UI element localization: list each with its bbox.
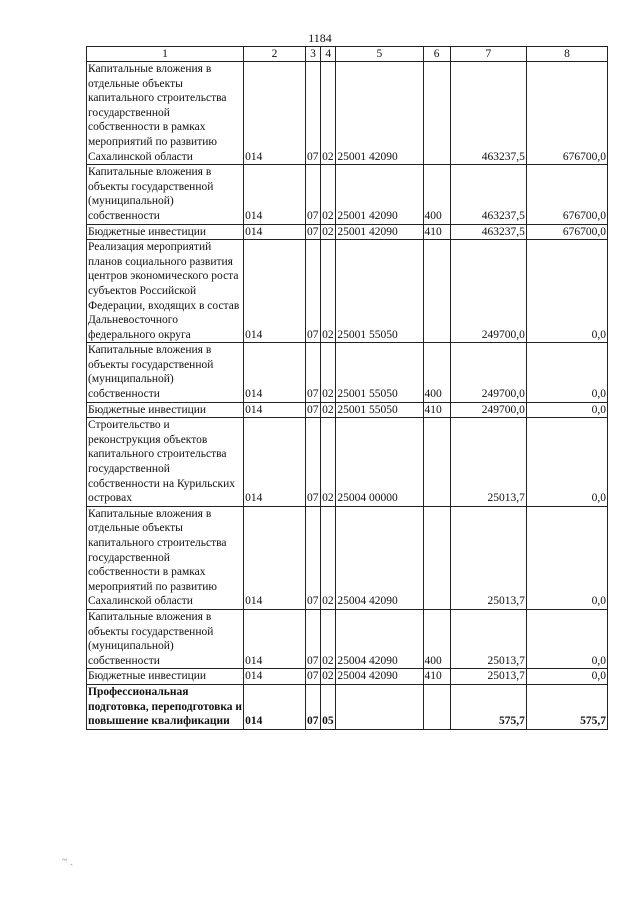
header-col-4: 4 — [321, 47, 336, 62]
row-name-cell: Бюджетные инвестиции — [87, 402, 244, 418]
row-subsection-cell: 02 — [321, 418, 336, 507]
row-value-col7-cell: 575,7 — [450, 684, 526, 729]
row-section-cell: 07 — [305, 609, 320, 668]
row-value-col7-cell: 249700,0 — [450, 402, 526, 418]
row-code-cell: 014 — [244, 506, 306, 609]
page-number: 1184 — [308, 31, 332, 45]
header-col-3: 3 — [305, 47, 320, 62]
row-target-cell: 25001 55050 — [336, 343, 423, 402]
row-name-cell: Бюджетные инвестиции — [87, 669, 244, 685]
table-row — [87, 62, 608, 165]
row-subsection-cell: 02 — [321, 669, 336, 685]
row-name-cell: Капитальные вложения в объекты государственной (муниципальной) собственности — [87, 343, 244, 402]
row-type-cell — [423, 684, 450, 729]
row-value-col8-cell: 0,0 — [526, 402, 607, 418]
row-subsection-cell: 02 — [321, 240, 336, 343]
row-value-col8-cell: 676700,0 — [526, 165, 607, 224]
header-col-8: 8 — [526, 47, 607, 62]
row-code-cell: 014 — [244, 684, 306, 729]
table-body — [87, 62, 608, 730]
row-target-cell: 25004 00000 — [336, 418, 423, 507]
row-section-cell: 07 — [305, 684, 320, 729]
row-name-cell: Бюджетные инвестиции — [87, 224, 244, 240]
table-row — [87, 684, 608, 729]
row-type-cell — [423, 62, 450, 165]
row-value-col7-cell: 25013,7 — [450, 669, 526, 685]
row-section-cell: 07 — [305, 224, 320, 240]
table-row — [87, 506, 608, 609]
row-target-cell: 25001 55050 — [336, 402, 423, 418]
row-section-cell: 07 — [305, 343, 320, 402]
header-col-6: 6 — [423, 47, 450, 62]
row-code-cell: 014 — [244, 224, 306, 240]
table-row — [87, 609, 608, 668]
row-target-cell: 25004 42090 — [336, 609, 423, 668]
row-name-cell: Капитальные вложения в отдельные объекты капитального строительства государственной собственности в рамках мероприятий по развитию Сахалинской области — [87, 506, 244, 609]
row-type-cell: 410 — [423, 224, 450, 240]
row-subsection-cell: 02 — [321, 165, 336, 224]
row-name-cell: Строительство и реконструкция объектов капитального строительства государственной собственности на Курильских островах — [87, 418, 244, 507]
table-row — [87, 165, 608, 224]
row-section-cell: 07 — [305, 418, 320, 507]
row-code-cell: 014 — [244, 165, 306, 224]
row-name-cell: Капитальные вложения в объекты государственной (муниципальной) собственности — [87, 609, 244, 668]
row-value-col8-cell: 676700,0 — [526, 224, 607, 240]
row-subsection-cell: 02 — [321, 224, 336, 240]
row-section-cell: 07 — [305, 506, 320, 609]
row-value-col7-cell: 463237,5 — [450, 62, 526, 165]
row-section-cell: 07 — [305, 669, 320, 685]
row-value-col8-cell: 0,0 — [526, 418, 607, 507]
row-type-cell — [423, 418, 450, 507]
row-code-cell: 014 — [244, 343, 306, 402]
row-target-cell: 25001 55050 — [336, 240, 423, 343]
row-code-cell: 014 — [244, 669, 306, 685]
row-section-cell: 07 — [305, 62, 320, 165]
row-type-cell — [423, 240, 450, 343]
row-value-col8-cell: 575,7 — [526, 684, 607, 729]
row-target-cell: 25001 42090 — [336, 165, 423, 224]
table-row — [87, 343, 608, 402]
row-value-col8-cell: 676700,0 — [526, 62, 607, 165]
table-header — [87, 47, 608, 62]
row-target-cell — [336, 684, 423, 729]
row-section-cell: 07 — [305, 165, 320, 224]
table-row — [87, 669, 608, 685]
row-subsection-cell: 02 — [321, 402, 336, 418]
table-row — [87, 240, 608, 343]
row-value-col7-cell: 463237,5 — [450, 224, 526, 240]
row-code-cell: 014 — [244, 418, 306, 507]
row-type-cell: 410 — [423, 402, 450, 418]
header-row — [87, 47, 608, 62]
budget-table — [86, 46, 608, 730]
table-row — [87, 418, 608, 507]
row-subsection-cell: 05 — [321, 684, 336, 729]
row-subsection-cell: 02 — [321, 609, 336, 668]
row-name-cell: Капитальные вложения в объекты государственной (муниципальной) собственности — [87, 165, 244, 224]
row-value-col7-cell: 25013,7 — [450, 609, 526, 668]
row-code-cell: 014 — [244, 240, 306, 343]
row-name-cell: Профессиональная подготовка, переподготовка и повышение квалификации — [87, 684, 244, 729]
row-name-cell: Реализация мероприятий планов социального развития центров экономического роста субъектов Российской Федерации, входящих в состав Дальневосточного федерального округа — [87, 240, 244, 343]
table-row — [87, 224, 608, 240]
header-col-2: 2 — [244, 47, 306, 62]
row-value-col8-cell: 0,0 — [526, 669, 607, 685]
row-value-col7-cell: 249700,0 — [450, 343, 526, 402]
row-subsection-cell: 02 — [321, 343, 336, 402]
row-section-cell: 07 — [305, 402, 320, 418]
row-name-cell: Капитальные вложения в отдельные объекты капитального строительства государственной собственности в рамках мероприятий по развитию Сахалинской области — [87, 62, 244, 165]
row-value-col7-cell: 249700,0 — [450, 240, 526, 343]
row-type-cell: 410 — [423, 669, 450, 685]
row-type-cell — [423, 506, 450, 609]
row-value-col7-cell: 25013,7 — [450, 506, 526, 609]
row-subsection-cell: 02 — [321, 506, 336, 609]
row-target-cell: 25004 42090 — [336, 506, 423, 609]
row-code-cell: 014 — [244, 609, 306, 668]
header-col-1: 1 — [87, 47, 244, 62]
row-value-col8-cell: 0,0 — [526, 240, 607, 343]
row-target-cell: 25001 42090 — [336, 224, 423, 240]
row-value-col8-cell: 0,0 — [526, 343, 607, 402]
row-code-cell: 014 — [244, 402, 306, 418]
row-type-cell: 400 — [423, 165, 450, 224]
scan-mark: ~ ˎ — [62, 855, 74, 866]
row-value-col8-cell: 0,0 — [526, 609, 607, 668]
row-type-cell: 400 — [423, 609, 450, 668]
row-value-col8-cell: 0,0 — [526, 506, 607, 609]
row-type-cell: 400 — [423, 343, 450, 402]
row-section-cell: 07 — [305, 240, 320, 343]
row-value-col7-cell: 25013,7 — [450, 418, 526, 507]
table-row — [87, 402, 608, 418]
row-target-cell: 25001 42090 — [336, 62, 423, 165]
header-col-5: 5 — [336, 47, 423, 62]
row-value-col7-cell: 463237,5 — [450, 165, 526, 224]
row-target-cell: 25004 42090 — [336, 669, 423, 685]
row-code-cell: 014 — [244, 62, 306, 165]
header-col-7: 7 — [450, 47, 526, 62]
row-subsection-cell: 02 — [321, 62, 336, 165]
